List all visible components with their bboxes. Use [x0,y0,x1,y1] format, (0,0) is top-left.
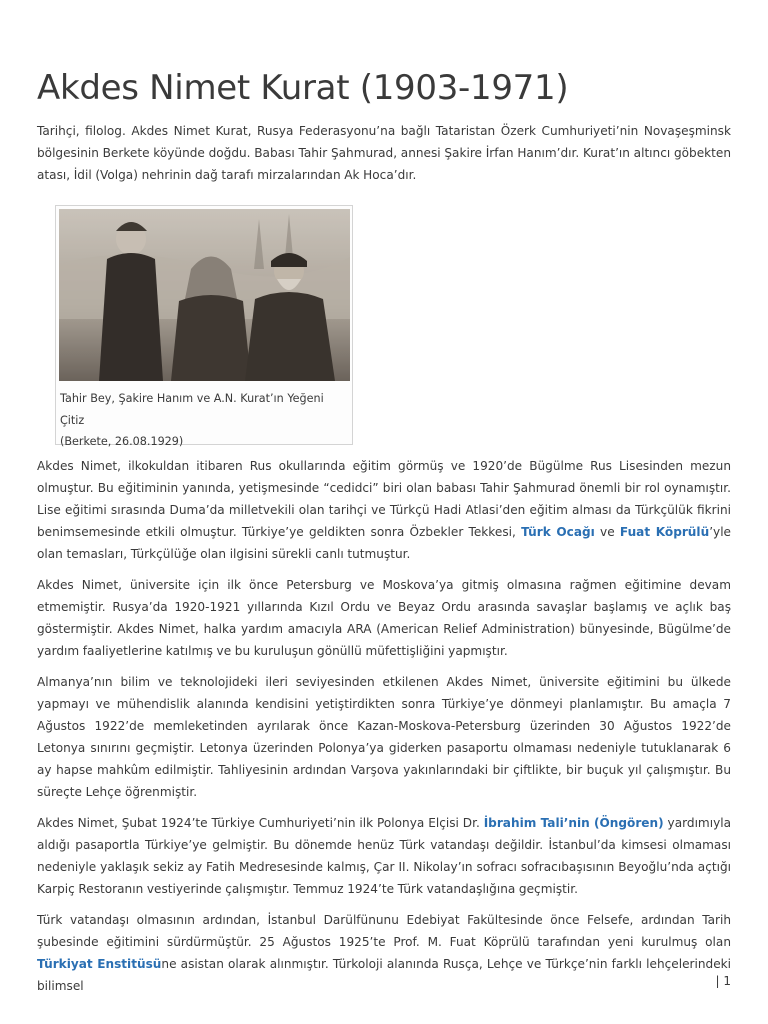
link-fuat-koprulu[interactable]: Fuat Köprülü [619,525,710,539]
page-title: Akdes Nimet Kurat (1903-1971) [37,68,569,108]
caption-line-1: Tahir Bey, Şakire Hanım ve A.N. Kurat’ın Yeğeni Çitiz [60,392,324,427]
paragraph-germany: Almanya’nın bilim ve teknolojideki ileri seviyesinden etkilenen Akdes Nimet, üniversite eğitimini bu ülkede yapmayı ve mühendislik alanında kendisini yetiştirdikten sonra Türkiye’ye dönmeyi planlamıştır. Bu amaçla 7 Ağustos 1922’de memleketinden ayrılarak önce Kazan-Moskova-Petersburg üzerinden 30 Ağustos 1922’de Letonya sınırını geçmiştir. Letonya üzerinden Polonya’ya giderken pasaportu olmaması nedeniyle tutuklanarak 6 ay hapse mahkûm edilmiştir. Tahliyesinin ardından Varşova yakınlarındaki bir çiftlikte, bir buçuk yıl çalışmıştır. Bu süreçte Lehçe öğrenmiştir. [37,675,731,799]
text-span: Akdes Nimet, ilkokuldan itibaren Rus okullarında eğitim görmüş ve 1920’de Bügülme Rus Lisesinden mezun olmuştur. Bu eğitiminin yanında, yetişmesinde “cedidci” biri olan babası Tahir Şahmurad önemli bir rol oynamıştır. Lise eğitimi sırasında Duma’da milletvekili olan tarihçi ve Türkçü Hadi Atlasi’den eğitim alması da Türkçülük fikrini benimsemesinde etkili olmuştur. Türkiye’ye geldikten sonra Özbekler Tekkesi, [37,459,731,539]
text-span: ne asistan olarak alınmıştır. Türkoloji alanında Rusça, Lehçe ve Türkçe’nin farklı lehçelerindeki bilimsel [37,957,732,993]
text-span: yardımıyla aldığı pasaportla Türkiye’ye gelmiştir. Bu dönemde henüz Türk vatandaşı değildir. İstanbul’da kimsesi olmaması nedeniyle yaklaşık sekiz ay Fatih Medresesinde kalmış, Çar II. Nikolay’ın sofracı sofracıbaşısının Beyoğlu’nda açtığı Karpiç Restoranın vestiyerinde çalışmıştır. Temmuz 1924’te Türk vatandaşlığına geçmiştir. [37,816,731,896]
family-photo [59,209,350,381]
text-span: ’yle olan temasları, Türkçülüğe olan ilgisini sürekli canlı tutmuştur. [37,525,731,561]
intro-paragraph: Tarihçi, filolog. Akdes Nimet Kurat, Rusya Federasyonu’na bağlı Tataristan Özerk Cumhuriyeti’nin Novaşeşminsk bölgesinin Berkete köyünde doğdu. Babası Tahir Şahmurad, annesi Şakire İrfan Hanım’dır. Kurat’ın altıncı göbekten atası, İdil (Volga) nehrinin dağ tarafı mirzalarından Ak Hoca’dır. [37,124,731,182]
paragraph-university: Akdes Nimet, üniversite için ilk önce Petersburg ve Moskova’ya gitmiş olmasına rağmen eğitimine devam etmemiştir. Rusya’da 1920-1921 yıllarında Kızıl Ordu ve Beyaz Ordu arasında savaşlar başlamış ve açlık baş göstermiştir. Akdes Nimet, halka yardım amacıyla ARA (American Relief Administration) bünyesinde, Bügülme’de yardım faaliyetlerine katılmış ve bu kuruluşun gönüllü müfettişliğini yapmıştır. [37,578,731,658]
photo-figure [55,205,353,448]
figure-caption [59,388,349,453]
text-span: Akdes Nimet, Şubat 1924’te Türkiye Cumhuriyeti’nin ilk Polonya Elçisi Dr. [37,816,484,830]
link-turk-ocagi[interactable]: Türk Ocağı [521,525,595,539]
link-turkiyat-enstitusu[interactable]: Türkiyat Enstitüsü [37,957,162,971]
caption-line-2: (Berkete, 26.08.1929) [60,435,184,448]
page-number: | 1 [715,974,731,988]
paragraph-darulfunun [37,909,731,997]
paragraph-education [37,455,731,565]
paragraph-turkey [37,812,731,900]
text-span: ve [594,525,620,539]
link-ibrahim-tali[interactable]: İbrahim Tali’nin (Öngören) [483,816,664,830]
article [37,66,731,997]
text-span: Türk vatandaşı olmasının ardından, İstanbul Darülfünunu Edebiyat Fakültesinde önce Felsefe, ardından Tarih şubesinde eğitimini sürdürmüştür. 25 Ağustos 1925’te Prof. M. Fuat Köprülü tarafından yeni kurulmuş olan [37,913,731,949]
